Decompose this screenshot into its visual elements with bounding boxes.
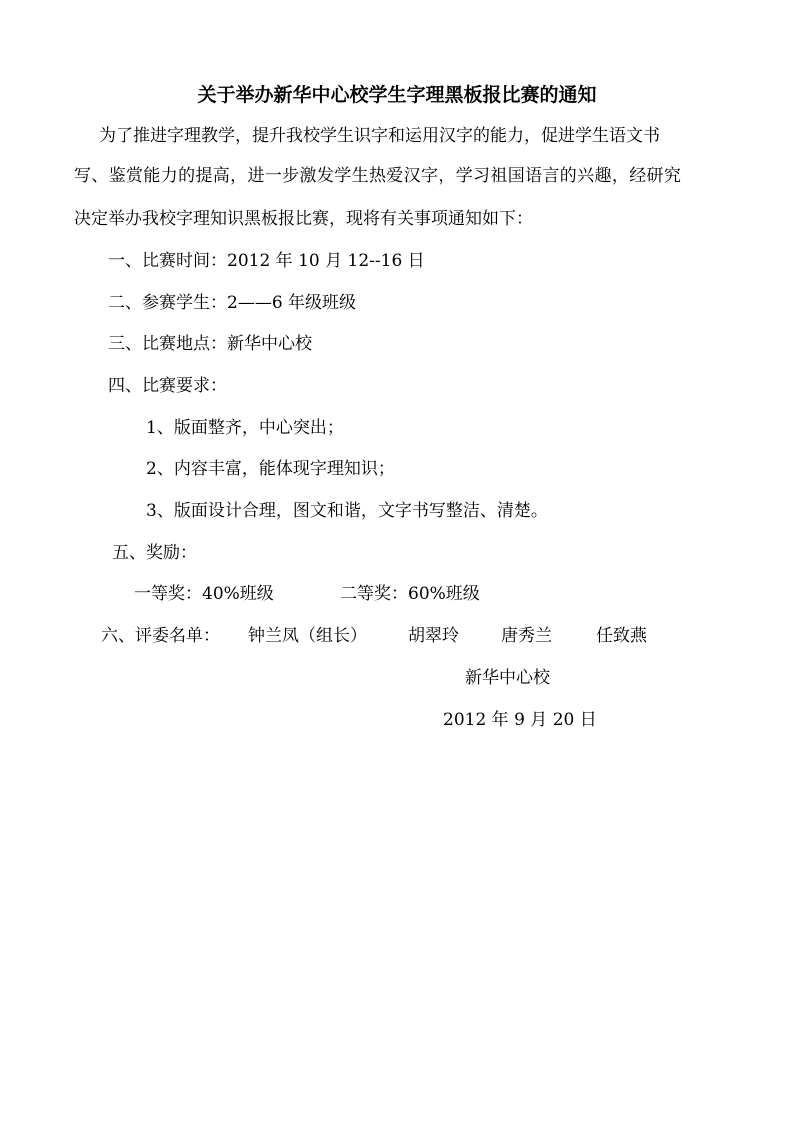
- notice-title: 关于举办新华中心校学生字理黑板报比赛的通知: [197, 84, 597, 106]
- judge-name: 唐秀兰: [501, 626, 552, 646]
- judge-name: 胡翠玲: [408, 626, 459, 646]
- item-participants: 二、参赛学生：2——6 年级班级: [108, 293, 357, 313]
- judges-heading: 六、评委名单：: [101, 626, 220, 646]
- item-requirements-heading: 四、比赛要求：: [108, 376, 227, 396]
- signature-organization: 新华中心校: [465, 668, 550, 688]
- judge-name: 任致燕: [596, 626, 647, 646]
- requirement-3: 3、版面设计合理，图文和谐，文字书写整洁、清楚。: [146, 501, 548, 521]
- requirement-2: 2、内容丰富，能体现字理知识；: [146, 459, 395, 479]
- intro-paragraph-line-3: 决定举办我校字理知识黑板报比赛，现将有关事项通知如下：: [74, 209, 533, 229]
- requirement-1: 1、版面整齐，中心突出；: [146, 418, 344, 438]
- intro-paragraph-line-1: 为了推进字理教学，提升我校学生识字和运用汉字的能力，促进学生语文书: [99, 126, 660, 146]
- intro-paragraph-line-2: 写、鉴赏能力的提高，进一步激发学生热爱汉字，学习祖国语言的兴趣，经研究: [74, 166, 682, 186]
- award-second-prize: 二等奖：60%班级: [340, 584, 480, 604]
- signature-date: 2012 年 9 月 20 日: [443, 710, 597, 730]
- item-location: 三、比赛地点：新华中心校: [108, 334, 312, 354]
- judge-name: 钟兰凤（组长）: [248, 626, 367, 646]
- item-competition-time: 一、比赛时间：2012 年 10 月 12--16 日: [108, 251, 425, 271]
- awards-heading: 五、奖励：: [112, 543, 197, 563]
- award-first-prize: 一等奖：40%班级: [134, 584, 274, 604]
